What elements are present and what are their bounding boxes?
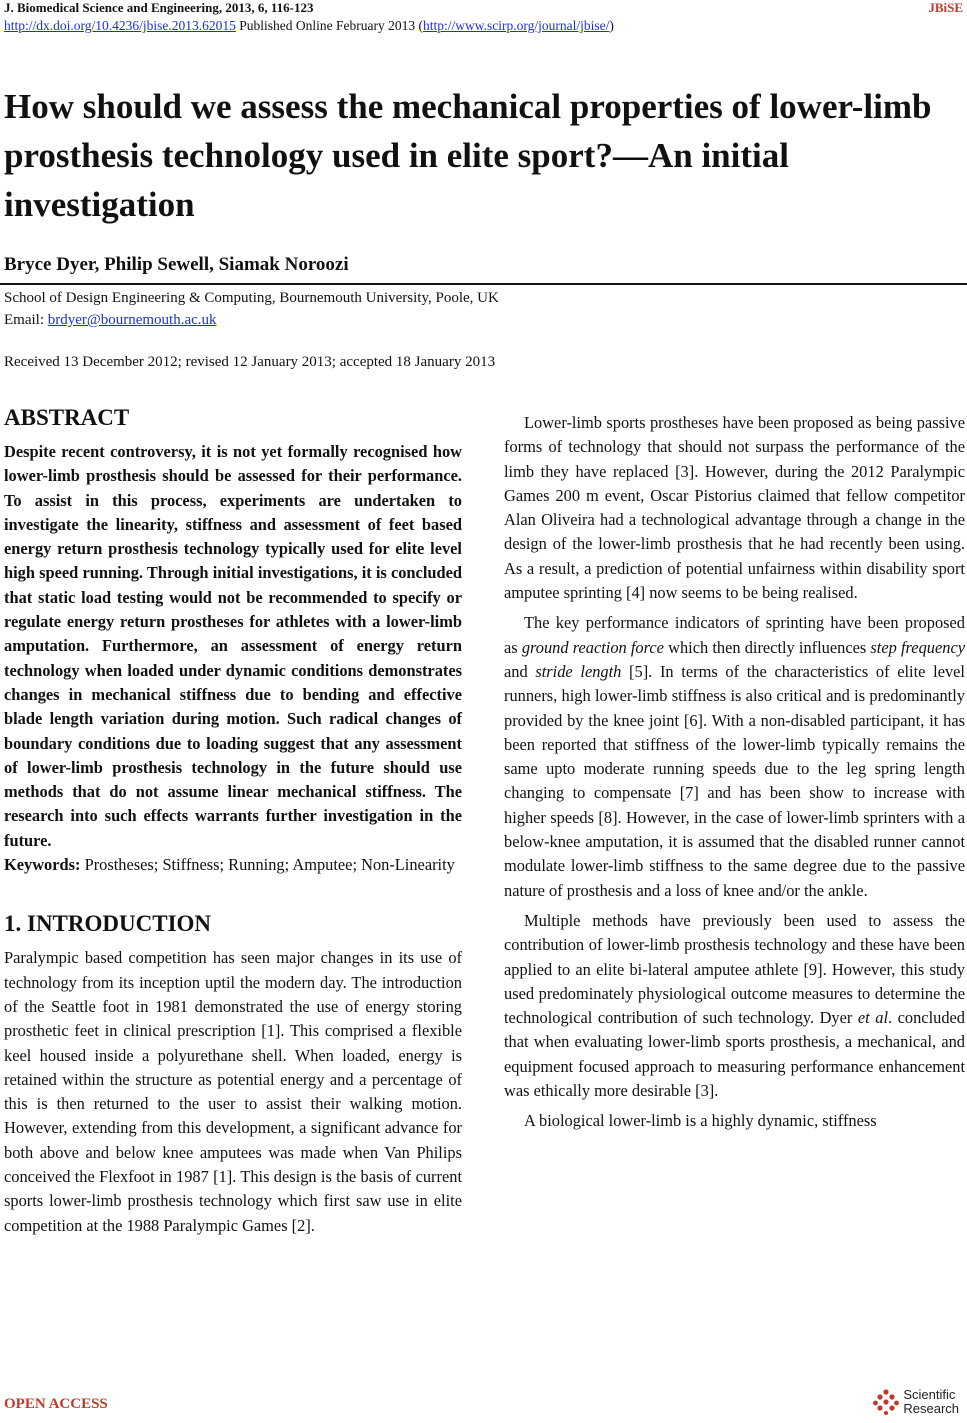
logo-line-1: Scientific: [903, 1387, 956, 1402]
journal-url-link[interactable]: http://www.scirp.org/journal/jbise/: [423, 18, 610, 33]
journal-citation: J. Biomedical Science and Engineering, 2013, 6, 116-123: [4, 0, 314, 15]
term-ground-reaction-force: ground reaction force: [521, 637, 664, 657]
p3-text-a: The key performance indicators of sprinting have been proposed as: [504, 613, 965, 657]
journal-abbreviation: JBiSE: [928, 0, 963, 15]
keywords: [4, 853, 462, 877]
email-line: [4, 312, 217, 329]
abstract-text: Despite recent controversy, it is not yet formally recognised how lower-limb prosthesis should be assessed for their performance. To assist in this process, experiments are undertaken to investigate the linearity, stiffness and assessment of feet based energy return prosthesis technology typically used for elite level high speed running. Through initial investigations, it is concluded that static load testing would not be recommended to specify or regulate energy return prostheses for athletes with a lower-limb amputation. Furthermore, an assessment of energy return technology when loaded under dynamic conditions demonstrates changes in mechanical stiffness due to bending and effective blade length variation during motion. Such radical changes of boundary conditions due to loading suggest that any assessment of lower-limb prosthesis technology in the future should use methods that do not assume linear mechanical stiffness. The research into such effects warrants further investigation in the future.: [4, 442, 462, 850]
header-divider: [0, 283, 967, 285]
intro-paragraph-3: [504, 611, 965, 903]
closing-paren: ): [609, 18, 614, 33]
publisher-logo: [873, 1388, 959, 1416]
open-access-label: OPEN ACCESS: [4, 1396, 108, 1412]
intro-paragraph-2: Lower-limb sports prostheses have been proposed as being passive forms of technology that should not surpass the performance of the limb they have replaced [3]. However, during the 2012 Paralympic Games 200 m event, Oscar Pistorius claimed that fellow competitor Alan Oliveira had a technological advantage through a change in the design of the lower-limb prosthesis that he had recently been using. As a result, a prediction of potential unfairness within disability sport amputee sprinting [4] now seems to be being realised.: [504, 413, 965, 603]
paper-title: How should we assess the mechanical properties of lower-limb prosthesis technology used in elite sport?—An initial investigation: [4, 87, 932, 224]
keywords-text: Prostheses; Stiffness; Running; Amputee; Non-Linearity: [80, 855, 455, 875]
intro-paragraph-5: A biological lower-limb is a highly dynamic, stiffness: [524, 1111, 877, 1131]
p3-text-d: [5]. In terms of the characteristics of elite level runners, high lower-limb stiffness is also critical and is predominantly provided by the knee joint [6]. With a non-disabled participant, it has been reported that stiffness of the lower-limb typically remains the same upto moderate running speeds due to the leg spring length changing to compensate [7] and has been show to increase with higher speeds [8]. However, in the case of lower-limb sprinters with a below-knee amputation, it is assumed that the disabled runner cannot modulate lower-limb stiffness to the same degree due to the passive nature of prosthesis and a loss of knee and/or the ankle.: [504, 661, 965, 900]
p4-text-b: . concluded that when evaluating lower-limb sports prosthesis, a mechanical, and equipment focused approach to measuring performance enhancement was ethically more desirable [3].: [504, 1008, 965, 1101]
email-label: Email:: [4, 312, 48, 328]
email-link[interactable]: brdyer@bournemouth.ac.uk: [47, 312, 217, 328]
logo-line-2: Research: [903, 1401, 959, 1416]
p3-text-b: which then directly influences: [663, 637, 871, 657]
term-et-al: et al: [857, 1008, 888, 1028]
affiliation: School of Design Engineering & Computing, Bournemouth University, Poole, UK: [4, 290, 499, 306]
term-step-frequency: step frequency: [870, 637, 965, 657]
p4-text-a: Multiple methods have previously been used to assess the contribution of lower-limb prosthesis technology and these have been applied to an elite bi-lateral amputee athlete [9]. However, this study used predominately physiological outcome measures to determine the technological contribution of such technology. Dyer: [504, 910, 965, 1028]
term-stride-length: stride length: [535, 661, 622, 681]
publisher-logo-text: [903, 1388, 959, 1416]
intro-paragraph-1: Paralympic based competition has seen major changes in its use of technology from its inception uptil the modern day. The introduction of the Seattle foot in 1981 demonstrated the use of energy storing prosthetic feet in clinical prescription [1]. This comprised a flexible keel housed inside a polyurethane shell. When loaded, energy is retained within the structure as potential energy and a percentage of this is then returned to the user to assist their walking motion. However, extending from this development, a significant advance for both above and below knee amputees was made when Van Philips conceived the Flexfoot in 1987 [1]. This design is the basis of current sports lower-limb prosthesis technology which first saw use in elite competition at the 1988 Paralympic Games [2].: [4, 948, 462, 1235]
publication-info: [4, 18, 614, 34]
doi-link[interactable]: http://dx.doi.org/10.4236/jbise.2013.62015: [4, 18, 236, 33]
author-list: Bryce Dyer, Philip Sewell, Siamak Noroozi: [4, 254, 349, 275]
right-column: [504, 411, 965, 1134]
published-text: Published Online February 2013 (: [235, 18, 423, 33]
left-column: [4, 404, 462, 1238]
abstract-heading: ABSTRACT: [4, 405, 130, 430]
keywords-label: Keywords:: [4, 855, 81, 875]
introduction-heading: 1. INTRODUCTION: [4, 911, 212, 937]
received-dates: Received 13 December 2012; revised 12 January 2013; accepted 18 January 2013: [4, 354, 496, 370]
publisher-logo-icon: [873, 1389, 899, 1415]
intro-paragraph-4: [504, 909, 965, 1103]
p3-text-c: and: [504, 661, 536, 681]
